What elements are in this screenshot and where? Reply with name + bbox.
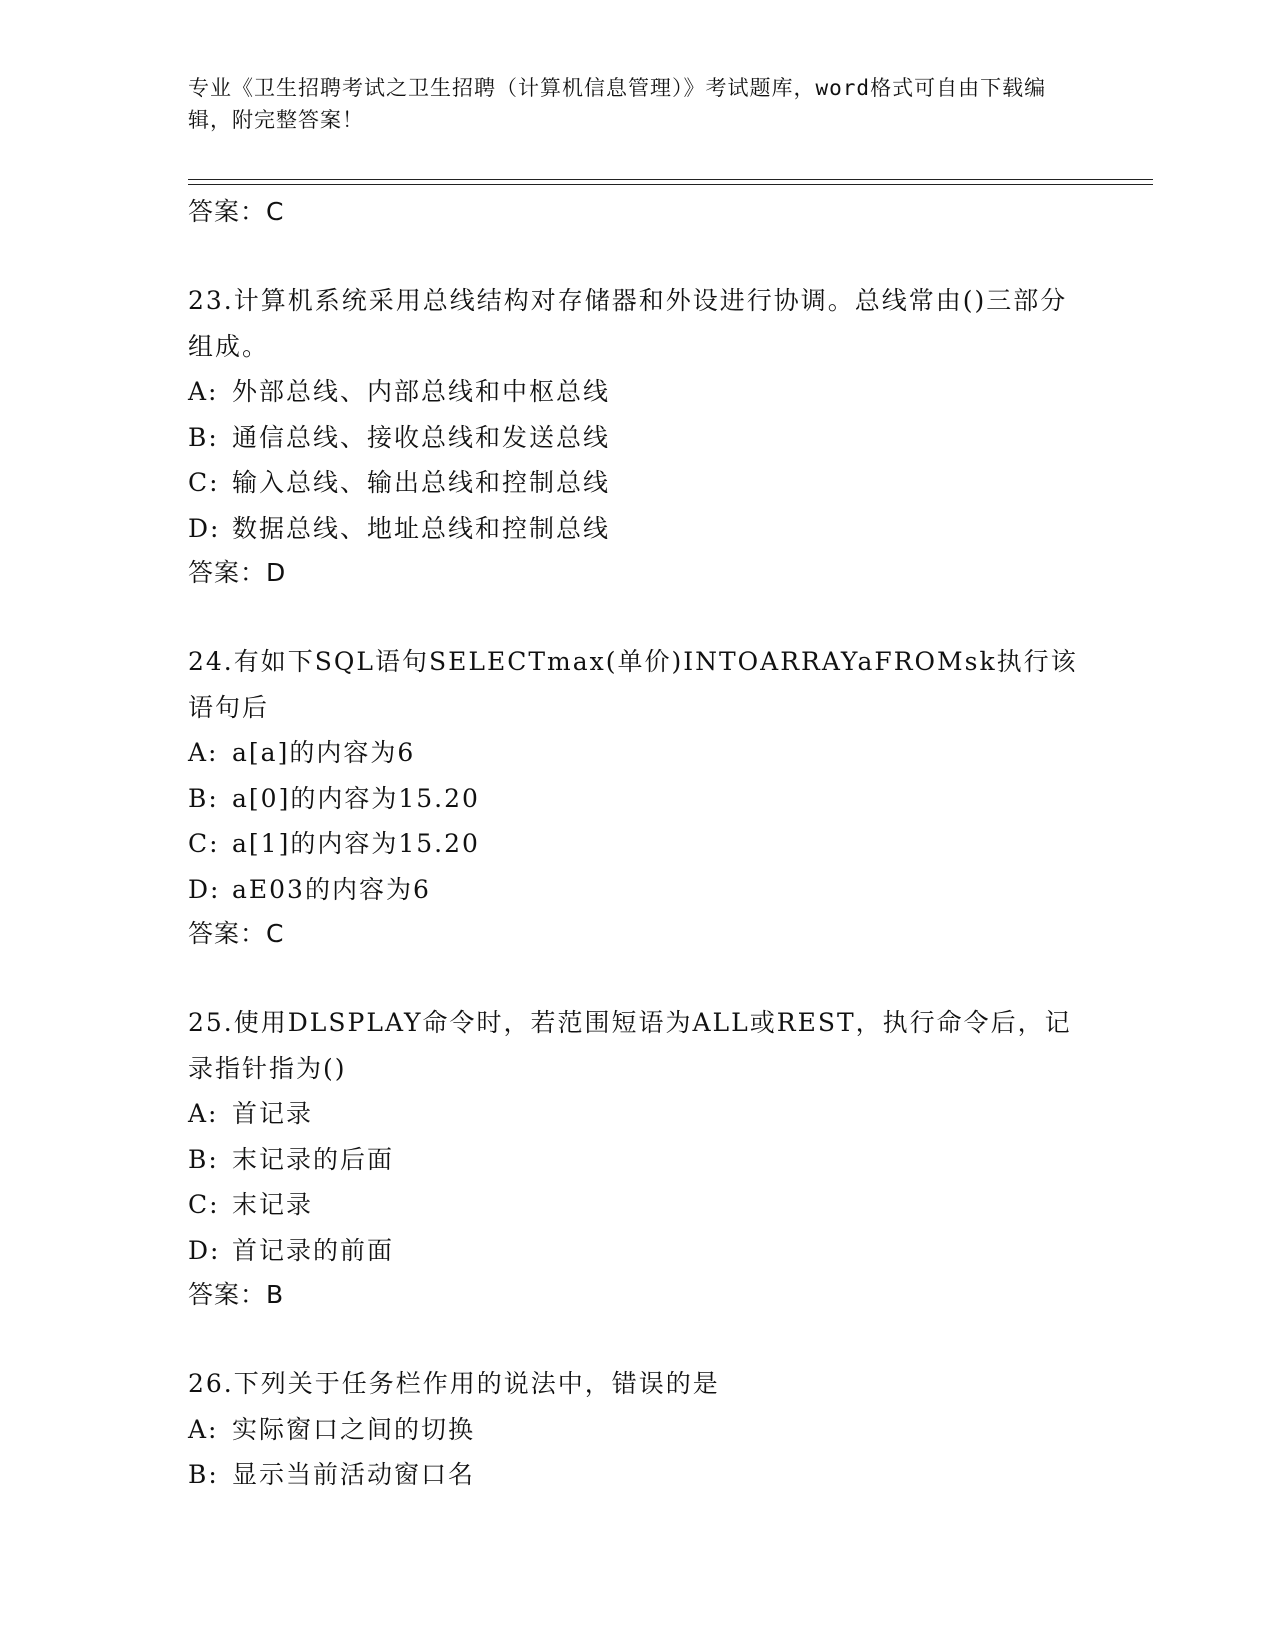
option-text: 数据总线、地址总线和控制总线 (232, 513, 611, 543)
option-text: aE03的内容为6 (232, 874, 431, 904)
option-a (188, 369, 1088, 415)
question-text: 24.有如下SQL语句SELECTmax(单价)INTOARRAYaFROMsk执行该语句后 (188, 647, 1078, 722)
document-header: 专业《卫生招聘考试之卫生招聘（计算机信息管理）》考试题库，word格式可自由下载编辑，附完整答案！ (188, 76, 1047, 132)
option-text: a[a]的内容为6 (232, 738, 416, 767)
option-d (188, 867, 1088, 913)
option-letter: D: (188, 874, 221, 904)
answer-line: 答案：C (188, 919, 285, 948)
question-26 (188, 1361, 1088, 1498)
option-letter: D: (188, 513, 221, 543)
option-letter: C: (188, 468, 220, 497)
option-text: 输入总线、输出总线和控制总线 (232, 468, 611, 497)
option-c (188, 460, 1088, 506)
option-text: 通信总线、接收总线和发送总线 (232, 422, 611, 452)
option-text: 首记录的前面 (232, 1235, 395, 1265)
option-a (188, 1407, 1088, 1453)
question-list (188, 190, 1088, 1498)
option-text: a[0]的内容为15.20 (232, 783, 480, 813)
option-text: 显示当前活动窗口名 (232, 1460, 476, 1489)
option-letter: C: (188, 829, 220, 858)
option-letter: D: (188, 1235, 221, 1265)
option-letter: A: (188, 377, 219, 406)
answer-line: 答案：C (188, 197, 285, 226)
option-text: 实际窗口之间的切换 (232, 1414, 476, 1444)
option-letter: A: (188, 1414, 219, 1444)
question-23 (188, 278, 1088, 595)
question-text: 25.使用DLSPLAY命令时，若范围短语为ALL或REST，执行命令后，记录指针指为() (188, 1008, 1072, 1083)
option-letter: B: (188, 1144, 219, 1174)
question-25 (188, 1000, 1088, 1317)
question-text: 26.下列关于任务栏作用的说法中，错误的是 (188, 1369, 720, 1398)
option-letter: A: (188, 738, 219, 767)
option-text: 首记录 (232, 1099, 314, 1128)
option-letter: C: (188, 1190, 220, 1219)
answer-line: 答案：B (188, 1280, 285, 1309)
option-c (188, 1182, 1088, 1228)
option-d (188, 506, 1088, 552)
option-letter: B: (188, 422, 219, 452)
header-divider-line-secondary (188, 184, 1153, 185)
option-text: 外部总线、内部总线和中枢总线 (232, 377, 611, 406)
option-letter: B: (188, 1460, 219, 1489)
answer-line: 答案：D (188, 558, 287, 587)
option-b (188, 776, 1088, 822)
header-divider-line (188, 179, 1153, 180)
option-letter: B: (188, 783, 219, 813)
option-b (188, 1452, 1088, 1498)
option-a (188, 730, 1088, 776)
option-text: 末记录的后面 (232, 1144, 395, 1174)
option-text: 末记录 (232, 1190, 314, 1219)
question-text: 23.计算机系统采用总线结构对存储器和外设进行协调。总线常由()三部分组成。 (188, 286, 1068, 361)
option-b (188, 1137, 1088, 1183)
option-b (188, 415, 1088, 461)
question-24 (188, 639, 1088, 956)
option-a (188, 1091, 1088, 1137)
option-c (188, 821, 1088, 867)
option-text: a[1]的内容为15.20 (232, 829, 480, 858)
option-letter: A: (188, 1099, 219, 1128)
option-d (188, 1228, 1088, 1274)
